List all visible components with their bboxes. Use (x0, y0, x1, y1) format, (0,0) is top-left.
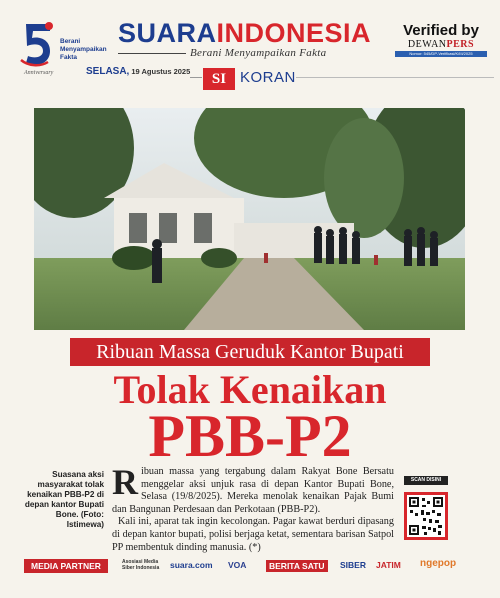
dropcap: R (112, 462, 138, 502)
photo-caption: Suasana aksi masyarakat tolak kenaikan PBB-P2 di depan kantor Bupati Bone. (Foto: Istimewa) (24, 470, 104, 529)
edition-date: SELASA, 19 Agustus 2025 (86, 66, 191, 77)
section-label: KORAN (240, 69, 296, 86)
partner-suara: suara.com (170, 560, 213, 570)
article-body (112, 462, 394, 554)
logo-anniversary: Anniversary (24, 70, 54, 76)
masthead (118, 18, 371, 49)
tagline-rule (118, 53, 186, 54)
partner-siber: SIBER (340, 560, 366, 570)
partner-amsi: Asosiasi Media Siber Indonesia (122, 559, 160, 571)
article-paragraph-2: Kali ini, aparat tak ingin kecolongan. Pagar kawat berduri dipasang di depan kantor bupati, polisi berjaga ketat, sementara barisan Satpol PP membentuk dinding manusia. (*) (112, 516, 394, 553)
masthead-tagline: Berani Menyampaikan Fakta (190, 47, 327, 59)
header-rule-left (190, 77, 202, 78)
headline-line1: Tolak Kenaikan (113, 367, 387, 412)
logo-tagline: Berani Menyampaikan Fakta (60, 38, 107, 61)
verified-org: DEWANPERS (407, 39, 475, 50)
anniversary-5-logo-icon (18, 20, 58, 68)
verified-title: Verified by (403, 22, 479, 39)
partner-ngepop: ngepop (420, 558, 457, 569)
media-partner-label: MEDIA PARTNER (24, 559, 108, 573)
protest-photo (34, 108, 465, 330)
masthead-suara: SUARA (118, 18, 217, 48)
header-rule-right (296, 77, 494, 78)
article-paragraph-1: Ribuan massa yang tergabung dalam Rakyat Bone Bersatu menggelar aksi unjuk rasa di depan Kantor Bupati Bone, Selasa (19/8/2025). Mereka menolak kenaikan Pajak Bumi dan Bangunan Perdesaan dan Perkotaan (PBB-P2). (112, 462, 394, 515)
partner-voa: VOA (228, 560, 247, 570)
partner-jatim: JATIM (376, 560, 401, 570)
page-header (0, 0, 500, 100)
headline-line2: PBB-P2 (148, 403, 352, 469)
partner-beritasatu: BERITA SATU (266, 560, 328, 572)
qr-code[interactable] (404, 492, 448, 540)
verified-badge (395, 22, 487, 57)
protest-scene-image (34, 108, 465, 330)
masthead-indonesia: INDONESIA (216, 18, 372, 48)
verified-cert: Nomor: 545/DP-Verifikasi/K/III/2025 (395, 51, 487, 57)
si-badge: SI (203, 68, 235, 90)
article-kicker: Ribuan Massa Geruduk Kantor Bupati (70, 338, 430, 366)
scan-label: SCAN DISINI (404, 476, 448, 485)
media-partner-footer (0, 554, 500, 578)
qr-code-icon (407, 495, 445, 537)
